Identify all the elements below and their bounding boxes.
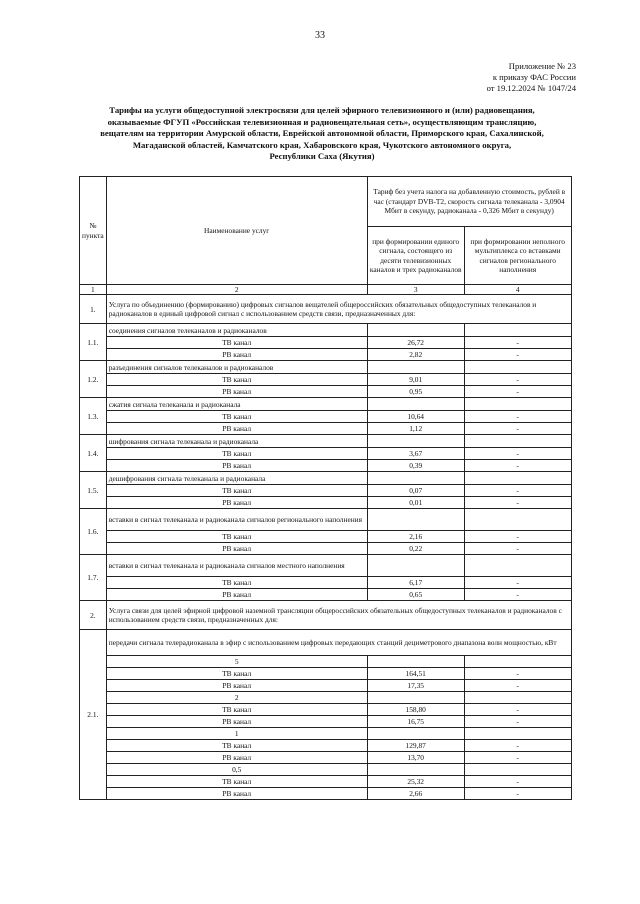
tariff-mux-value: -	[464, 411, 571, 423]
appendix-line-2: к приказу ФАС России	[492, 72, 576, 82]
table-row	[80, 764, 572, 776]
table-row	[80, 337, 572, 349]
channel-name: ТВ канал	[106, 337, 367, 349]
channel-name: РВ канал	[106, 543, 367, 555]
tariff-mux-value: -	[464, 531, 571, 543]
tariff-mux-value: -	[464, 337, 571, 349]
table-row	[80, 531, 572, 543]
item-label: вставки в сигнал телеканала и радиоканала сигналов регионального наполнения	[106, 509, 367, 531]
tariff-mux-value: -	[464, 704, 571, 716]
channel-name: РВ канал	[106, 349, 367, 361]
table-row	[80, 386, 572, 398]
tariff-table	[79, 176, 572, 800]
channel-name: РВ канал	[106, 752, 367, 764]
tariff-single-value: 16,75	[367, 716, 464, 728]
item-spacer	[367, 764, 464, 776]
tariff-single-value: 0,07	[367, 485, 464, 497]
tariff-mux-value: -	[464, 776, 571, 788]
table-row	[80, 361, 572, 374]
tariff-mux-value: -	[464, 349, 571, 361]
item-number: 1.7.	[80, 555, 107, 601]
table-row	[80, 776, 572, 788]
table-row	[80, 398, 572, 411]
table-row	[80, 668, 572, 680]
item-number: 1.4.	[80, 435, 107, 472]
table-row	[80, 509, 572, 531]
channel-name: ТВ канал	[106, 740, 367, 752]
item-spacer	[367, 509, 464, 531]
table-row	[80, 577, 572, 589]
tariff-single-value: 17,35	[367, 680, 464, 692]
title-line-2: оказываемые ФГУП «Российская телевизионная и радиовещательная сеть», осуществляющим трансляцию,	[107, 116, 537, 127]
item-label: соединения сигналов телеканалов и радиоканалов	[106, 324, 367, 337]
channel-name: ТВ канал	[106, 448, 367, 460]
page-number: 33	[315, 30, 325, 41]
tariff-single-value: 158,80	[367, 704, 464, 716]
channel-name: ТВ канал	[106, 704, 367, 716]
item-spacer	[367, 728, 464, 740]
item-label: вставки в сигнал телеканала и радиоканала сигналов местного наполнения	[106, 555, 367, 577]
column-index: 3	[367, 285, 464, 295]
table-row	[80, 656, 572, 668]
document-title	[72, 105, 572, 163]
section-number: 2.	[80, 601, 107, 630]
section-description: Услуга по объединению (формированию) цифровых сигналов вещателей общероссийских обязательных общедоступных телеканалов и радиоканалов в единый цифровой сигнал с использованием средств связи, предназначенных для:	[106, 295, 571, 324]
tariff-mux-value: -	[464, 680, 571, 692]
table-row	[80, 497, 572, 509]
table-row	[80, 411, 572, 423]
tariff-single-value: 129,87	[367, 740, 464, 752]
table-row	[80, 448, 572, 460]
tariff-single-value: 6,17	[367, 577, 464, 589]
item-spacer	[367, 692, 464, 704]
channel-name: ТВ канал	[106, 577, 367, 589]
table-row	[80, 630, 572, 656]
table-row	[80, 324, 572, 337]
channel-name: РВ канал	[106, 716, 367, 728]
title-line-3: вещателям на территории Амурской области, Еврейской автономной области, Приморского края, Сахалинской,	[100, 128, 544, 139]
tariff-single-value: 3,67	[367, 448, 464, 460]
tariff-mux-value: -	[464, 423, 571, 435]
channel-name: РВ канал	[106, 460, 367, 472]
tariff-mux-value: -	[464, 668, 571, 680]
item-spacer	[464, 692, 571, 704]
item-spacer	[367, 361, 464, 374]
table-row	[80, 601, 572, 630]
item-number: 1.2.	[80, 361, 107, 398]
tariff-mux-value: -	[464, 460, 571, 472]
tariff-single-value: 0,39	[367, 460, 464, 472]
item-spacer	[464, 764, 571, 776]
item-spacer	[464, 324, 571, 337]
tariff-mux-value: -	[464, 497, 571, 509]
tariff-single-value: 2,66	[367, 788, 464, 800]
power-level: 5	[106, 656, 367, 668]
channel-name: РВ канал	[106, 589, 367, 601]
table-row	[80, 349, 572, 361]
item-number: 2.1.	[80, 630, 107, 800]
table-row	[80, 460, 572, 472]
table-row	[80, 374, 572, 386]
header-tariff: Тариф без учета налога на добавленную стоимость, рублей в час (стандарт DVB-T2, скорость сигнала телеканала - 3,0904 Мбит в секунду, радиоканала - 0,326 Мбит в секунду)	[367, 177, 571, 227]
section-description: Услуга связи для целей эфирной цифровой наземной трансляции общероссийских обязательных общедоступных телеканалов и радиоканалов с использованием средств связи, предназначенных для:	[106, 601, 571, 630]
item-number: 1.6.	[80, 509, 107, 555]
item-spacer	[367, 324, 464, 337]
header-partial-mux: при формировании неполного мультиплекса со вставками сигналов регионального наполнения	[464, 227, 571, 285]
appendix-line-1: Приложение № 23	[508, 61, 576, 71]
section-number: 1.	[80, 295, 107, 324]
table-row	[80, 472, 572, 485]
item-label: разъединения сигналов телеканалов и радиоканалов	[106, 361, 367, 374]
tariff-mux-value: -	[464, 577, 571, 589]
power-level: 1	[106, 728, 367, 740]
item-spacer	[464, 435, 571, 448]
appendix-reference	[487, 61, 576, 94]
title-line-5: Республики Саха (Якутия)	[269, 151, 375, 162]
item-number: 1.5.	[80, 472, 107, 509]
tariff-single-value: 2,16	[367, 531, 464, 543]
tariff-mux-value: -	[464, 543, 571, 555]
channel-name: РВ канал	[106, 497, 367, 509]
item-label: дешифрования сигнала телеканала и радиоканала	[106, 472, 367, 485]
tariff-mux-value: -	[464, 752, 571, 764]
tariff-single-value: 10,64	[367, 411, 464, 423]
column-index: 4	[464, 285, 571, 295]
table-row	[80, 435, 572, 448]
item-label: передачи сигнала телерадиоканала в эфир с использованием цифровых передающих станций дециметрового диапазона волн мощностью, кВт	[106, 630, 571, 656]
title-line-1: Тарифы на услуги общедоступной электросвязи для целей эфирного телевизионного и (или) радиовещания,	[109, 105, 535, 115]
header-item-number: № пункта	[80, 177, 107, 285]
tariff-mux-value: -	[464, 448, 571, 460]
table-row	[80, 555, 572, 577]
table-row	[80, 788, 572, 800]
item-number: 1.1.	[80, 324, 107, 361]
item-spacer	[464, 472, 571, 485]
tariff-single-value: 0,65	[367, 589, 464, 601]
tariff-mux-value: -	[464, 716, 571, 728]
channel-name: ТВ канал	[106, 668, 367, 680]
item-label: сжатия сигнала телеканала и радиоканала	[106, 398, 367, 411]
item-spacer	[464, 361, 571, 374]
table-row	[80, 728, 572, 740]
tariff-mux-value: -	[464, 485, 571, 497]
item-number: 1.3.	[80, 398, 107, 435]
item-spacer	[367, 555, 464, 577]
tariff-mux-value: -	[464, 386, 571, 398]
channel-name: ТВ канал	[106, 776, 367, 788]
tariff-single-value: 2,82	[367, 349, 464, 361]
table-row	[80, 704, 572, 716]
appendix-line-3: от 19.12.2024 № 1047/24	[486, 83, 576, 93]
table-row	[80, 716, 572, 728]
tariff-single-value: 0,95	[367, 386, 464, 398]
channel-name: ТВ канал	[106, 411, 367, 423]
item-spacer	[464, 656, 571, 668]
item-spacer	[367, 656, 464, 668]
channel-name: ТВ канал	[106, 531, 367, 543]
item-spacer	[464, 555, 571, 577]
header-service-name: Наименование услуг	[106, 177, 367, 285]
table-row	[80, 692, 572, 704]
table-row	[80, 752, 572, 764]
tariff-single-value: 0,01	[367, 497, 464, 509]
column-index: 1	[80, 285, 107, 295]
channel-name: ТВ канал	[106, 485, 367, 497]
item-spacer	[367, 472, 464, 485]
power-level: 2	[106, 692, 367, 704]
column-index: 2	[106, 285, 367, 295]
tariff-single-value: 0,22	[367, 543, 464, 555]
channel-name: РВ канал	[106, 680, 367, 692]
title-line-4: Магаданской областей, Камчатского края, Хабаровского края, Чукотского автономного округа,	[132, 139, 512, 150]
table-row	[80, 740, 572, 752]
power-level: 0,5	[106, 764, 367, 776]
tariff-single-value: 164,51	[367, 668, 464, 680]
tariff-mux-value: -	[464, 589, 571, 601]
channel-name: РВ канал	[106, 788, 367, 800]
tariff-single-value: 1,12	[367, 423, 464, 435]
channel-name: РВ канал	[106, 386, 367, 398]
item-spacer	[464, 509, 571, 531]
item-label: шифрования сигнала телеканала и радиоканала	[106, 435, 367, 448]
tariff-single-value: 9,01	[367, 374, 464, 386]
table-row	[80, 485, 572, 497]
table-row	[80, 589, 572, 601]
header-single-signal: при формировании единого сигнала, состоящего из десяти телевизионных каналов и трех радиоканалов	[367, 227, 464, 285]
tariff-mux-value: -	[464, 740, 571, 752]
item-spacer	[464, 728, 571, 740]
tariff-single-value: 25,32	[367, 776, 464, 788]
tariff-single-value: 26,72	[367, 337, 464, 349]
item-spacer	[464, 398, 571, 411]
tariff-mux-value: -	[464, 374, 571, 386]
item-spacer	[367, 398, 464, 411]
table-row	[80, 543, 572, 555]
tariff-mux-value: -	[464, 788, 571, 800]
table-row	[80, 423, 572, 435]
item-spacer	[367, 435, 464, 448]
channel-name: ТВ канал	[106, 374, 367, 386]
tariff-single-value: 13,70	[367, 752, 464, 764]
table-row	[80, 680, 572, 692]
channel-name: РВ канал	[106, 423, 367, 435]
